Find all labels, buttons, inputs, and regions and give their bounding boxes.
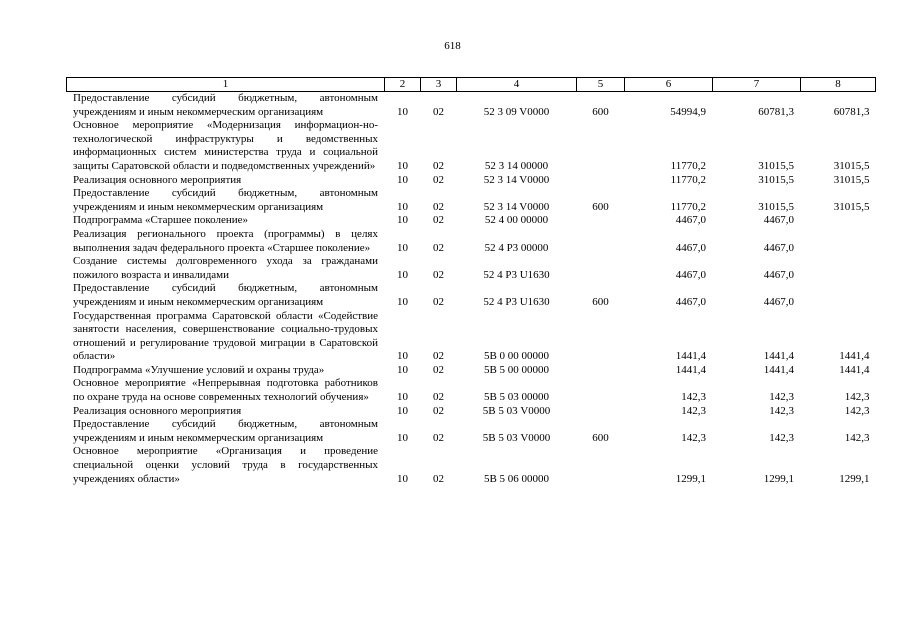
row-expense-type xyxy=(577,377,625,404)
row-section: 10 xyxy=(397,268,408,281)
row-section: 10 xyxy=(397,363,408,376)
row-section: 10 xyxy=(397,159,408,172)
header-col-4: 4 xyxy=(457,78,577,92)
row-expense-type xyxy=(577,255,625,282)
row-amount-1: 4467,0 xyxy=(675,268,706,281)
row-section: 10 xyxy=(397,105,408,118)
row-section: 10 xyxy=(397,200,408,213)
row-expense-type: 600 xyxy=(592,200,609,213)
row-expense-type xyxy=(577,310,625,364)
row-amount-1: 11770,2 xyxy=(670,173,706,186)
header-col-8: 8 xyxy=(801,78,876,92)
row-target-code: 5В 5 00 00000 xyxy=(483,363,550,376)
row-amount-3: 142,3 xyxy=(844,404,870,417)
row-expense-type: 600 xyxy=(592,431,609,444)
table-row xyxy=(67,405,876,419)
table-row xyxy=(67,377,876,404)
row-amount-2: 142,3 xyxy=(769,404,794,417)
row-amount-3: 31015,5 xyxy=(833,200,870,213)
row-section: 10 xyxy=(397,173,408,186)
row-amount-3: 1441,4 xyxy=(839,363,870,376)
table-row xyxy=(67,255,876,282)
row-amount-3 xyxy=(801,282,876,309)
row-name: Создание системы долговременного ухода за гражданами пожилого возраста и инвалидами xyxy=(73,255,378,281)
header-col-7: 7 xyxy=(713,78,801,92)
row-amount-2: 1441,4 xyxy=(763,350,794,363)
row-section: 10 xyxy=(397,214,408,227)
row-section: 10 xyxy=(397,241,408,254)
row-target-code: 5В 5 03 V0000 xyxy=(482,404,551,417)
table-row xyxy=(67,174,876,188)
table-row xyxy=(67,418,876,445)
row-expense-type: 600 xyxy=(592,295,609,308)
row-amount-2: 4467,0 xyxy=(763,214,794,227)
row-subsection: 02 xyxy=(433,472,444,485)
row-subsection: 02 xyxy=(433,350,444,363)
row-amount-3: 31015,5 xyxy=(833,173,870,186)
row-target-code: 52 3 14 V0000 xyxy=(483,173,550,186)
row-section: 10 xyxy=(397,472,408,485)
row-amount-2: 142,3 xyxy=(769,391,794,404)
row-expense-type xyxy=(577,174,625,188)
header-row xyxy=(67,78,876,92)
row-amount-1: 11770,2 xyxy=(670,159,706,172)
row-section: 10 xyxy=(397,295,408,308)
row-amount-2: 4467,0 xyxy=(763,241,794,254)
row-name: Основное мероприятие «Организация и проведение специальной оценки условий труда в государственных учреждениях области» xyxy=(73,445,378,485)
row-subsection: 02 xyxy=(433,105,444,118)
row-name: Реализация основного мероприятия xyxy=(73,404,242,417)
row-amount-1: 54994,9 xyxy=(670,105,706,118)
row-amount-3: 31015,5 xyxy=(833,159,870,172)
row-expense-type xyxy=(577,214,625,228)
row-target-code: 52 4 P3 U1630 xyxy=(483,295,550,308)
row-subsection: 02 xyxy=(433,431,444,444)
table-row xyxy=(67,282,876,309)
row-target-code: 5В 5 03 00000 xyxy=(483,391,550,404)
table-row xyxy=(67,228,876,255)
table-row xyxy=(67,187,876,214)
row-amount-3: 60781,3 xyxy=(833,105,870,118)
row-subsection: 02 xyxy=(433,268,444,281)
table-row xyxy=(67,310,876,364)
row-amount-2: 1441,4 xyxy=(763,363,794,376)
row-subsection: 02 xyxy=(433,214,444,227)
row-name: Предоставление субсидий бюджетным, автономным учреждениям и иным некоммерческим организациям xyxy=(73,187,378,213)
row-expense-type xyxy=(577,228,625,255)
row-name: Основное мероприятие «Непрерывная подготовка работников по охране труда на основе современных технологий обучения» xyxy=(73,377,378,404)
table-row xyxy=(67,119,876,173)
row-amount-1: 1441,4 xyxy=(675,350,706,363)
row-amount-3: 142,3 xyxy=(844,431,870,444)
row-name: Подпрограмма «Старшее поколение» xyxy=(73,214,249,227)
row-target-code: 52 3 14 00000 xyxy=(484,159,549,172)
row-expense-type xyxy=(577,445,625,486)
table-body xyxy=(67,92,876,487)
row-section: 10 xyxy=(397,404,408,417)
row-section: 10 xyxy=(397,391,408,404)
row-target-code: 52 3 14 V0000 xyxy=(483,200,550,213)
row-target-code: 52 4 P3 U1630 xyxy=(483,268,550,281)
row-section: 10 xyxy=(397,431,408,444)
row-subsection: 02 xyxy=(433,295,444,308)
row-name: Основное мероприятие «Модернизация информацион-но-технологической инфраструктуры и ведомственных информационных систем министерства труда и социальной защиты Саратовской области и подведомственных учреждений» xyxy=(73,119,378,172)
table-header xyxy=(67,78,876,92)
row-subsection: 02 xyxy=(433,241,444,254)
row-amount-3: 142,3 xyxy=(844,391,870,404)
table-row xyxy=(67,92,876,120)
row-amount-1: 142,3 xyxy=(681,391,706,404)
table-row xyxy=(67,214,876,228)
row-amount-2: 142,3 xyxy=(769,431,794,444)
row-amount-2: 1299,1 xyxy=(763,472,794,485)
row-name: Предоставление субсидий бюджетным, автономным учреждениям и иным некоммерческим организациям xyxy=(73,282,378,308)
row-target-code: 52 3 09 V0000 xyxy=(483,105,550,118)
row-amount-3: 1441,4 xyxy=(839,350,870,363)
row-target-code: 5В 0 00 00000 xyxy=(483,350,550,363)
header-col-6: 6 xyxy=(625,78,713,92)
row-amount-1: 4467,0 xyxy=(675,295,706,308)
row-target-code: 5В 5 03 V0000 xyxy=(482,431,551,444)
row-amount-2: 4467,0 xyxy=(763,268,794,281)
row-amount-1: 4467,0 xyxy=(675,214,706,227)
row-name: Реализация основного мероприятия xyxy=(73,173,242,186)
row-amount-1: 4467,0 xyxy=(675,241,706,254)
row-amount-3: 1299,1 xyxy=(839,472,870,485)
row-amount-1: 1299,1 xyxy=(675,472,706,485)
row-name: Предоставление субсидий бюджетным, автономным учреждениям и иным некоммерческим организациям xyxy=(73,418,378,444)
row-name: Реализация регионального проекта (программы) в целях выполнения задач федерального проекта «Старшее поколение» xyxy=(73,227,378,254)
header-col-1: 1 xyxy=(67,78,385,92)
row-target-code: 52 4 00 00000 xyxy=(484,214,549,227)
row-amount-1: 142,3 xyxy=(681,404,706,417)
row-amount-2: 31015,5 xyxy=(758,173,794,186)
row-amount-1: 1441,4 xyxy=(675,363,706,376)
row-expense-type xyxy=(577,119,625,173)
row-amount-2: 31015,5 xyxy=(758,200,794,213)
budget-table xyxy=(66,77,876,486)
row-amount-2: 4467,0 xyxy=(763,295,794,308)
row-name: Подпрограмма «Улучшение условий и охраны труда» xyxy=(73,363,325,376)
row-expense-type: 600 xyxy=(592,105,609,118)
row-amount-1: 142,3 xyxy=(681,431,706,444)
row-amount-3 xyxy=(801,255,876,282)
row-amount-3 xyxy=(801,214,876,228)
row-target-code: 5В 5 06 00000 xyxy=(483,472,550,485)
row-amount-3 xyxy=(801,228,876,255)
row-subsection: 02 xyxy=(433,159,444,172)
row-subsection: 02 xyxy=(433,391,444,404)
table-row xyxy=(67,445,876,486)
row-amount-2: 60781,3 xyxy=(758,105,794,118)
row-expense-type xyxy=(577,405,625,419)
row-amount-1: 11770,2 xyxy=(670,200,706,213)
row-expense-type xyxy=(577,364,625,378)
row-name: Государственная программа Саратовской области «Содействие занятости населения, совершенствование социально-трудовых отношений и регулирование трудовой миграции в Саратовской области» xyxy=(73,309,378,363)
row-subsection: 02 xyxy=(433,404,444,417)
page-number: 618 xyxy=(444,40,461,52)
row-amount-2: 31015,5 xyxy=(758,159,794,172)
row-subsection: 02 xyxy=(433,173,444,186)
row-target-code: 52 4 P3 00000 xyxy=(484,241,549,254)
header-col-3: 3 xyxy=(421,78,457,92)
header-col-2: 2 xyxy=(385,78,421,92)
row-name: Предоставление субсидий бюджетным, автономным учреждениям и иным некоммерческим организациям xyxy=(73,92,378,118)
row-subsection: 02 xyxy=(433,200,444,213)
row-section: 10 xyxy=(397,350,408,363)
row-subsection: 02 xyxy=(433,363,444,376)
header-col-5: 5 xyxy=(577,78,625,92)
table-row xyxy=(67,364,876,378)
